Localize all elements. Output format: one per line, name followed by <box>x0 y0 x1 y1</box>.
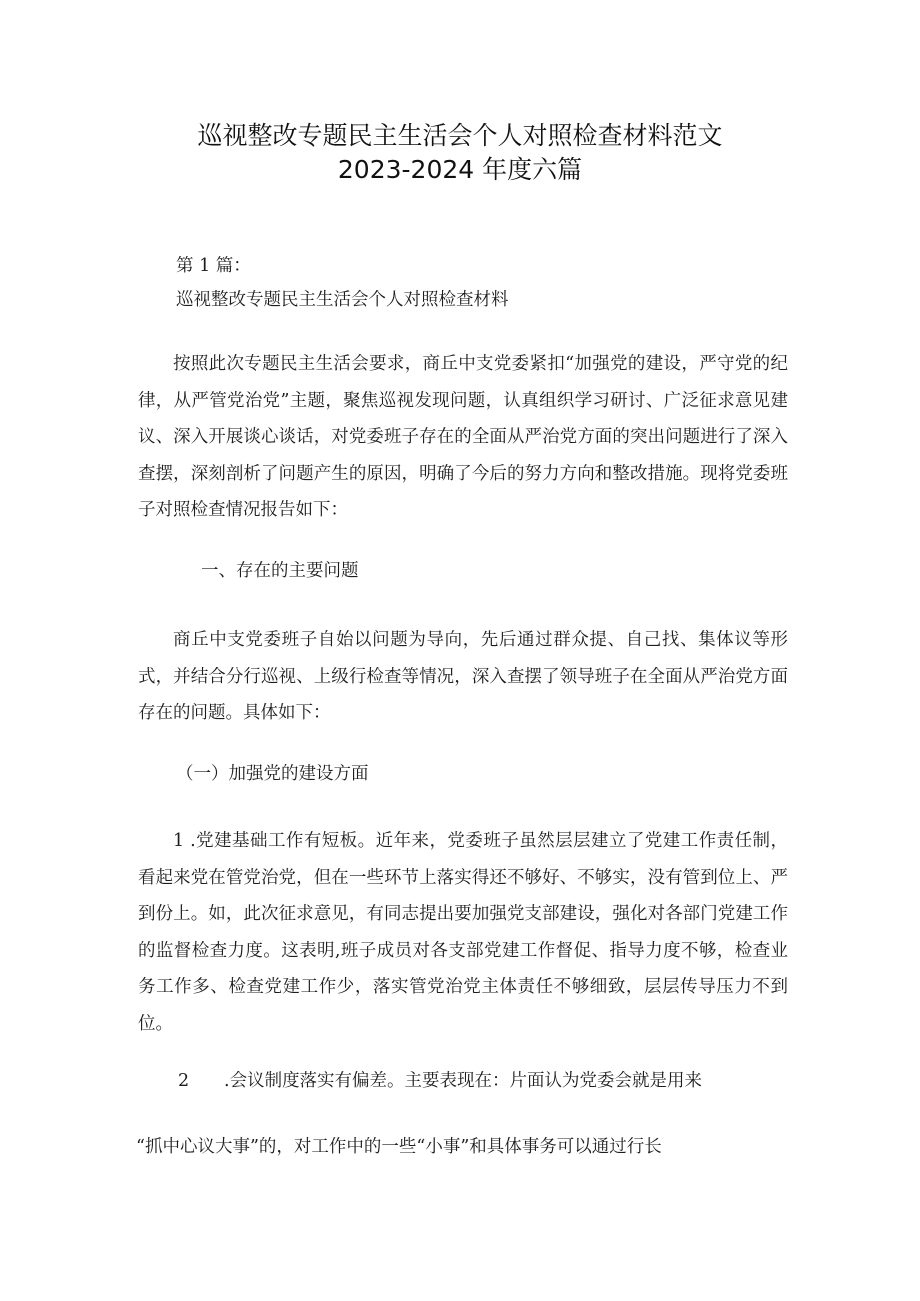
subsection-heading-party-building: （一）加强党的建设方面 <box>176 764 369 784</box>
article-title: 巡视整改专题民主生活会个人对照检查材料 <box>176 290 509 310</box>
item-2-number: 2 <box>178 1071 190 1091</box>
item-2-line1: .会议制度落实有偏差。主要表现在：片面认为党委会就是用来 <box>224 1071 703 1091</box>
intro-paragraph: 按照此次专题民主生活会要求，商丘中支党委紧扣“加强党的建设，严守党的纪律，从严管党治党”主题，聚焦巡视发现问题，认真组织学习研讨、广泛征求意见建议、深入开展谈心谈话，对党委班子存在的全面从严治党方面的突出问题进行了深入查摆，深刻剖析了问题产生的原因，明确了今后的努力方向和整改措施。现将党委班子对照检查情况报告如下： <box>138 354 788 520</box>
item-2-line2: “抓中心议大事”的，对工作中的一些“小事”和具体事务可以通过行长 <box>136 1137 662 1157</box>
item-1-paragraph: 1 .党建基础工作有短板。近年来，党委班子虽然层层建立了党建工作责任制，看起来党在管党治党，但在一些环节上落实得还不够好、不够实，没有管到位上、严到份上。如，此次征求意见，有同志提出要加强党支部建设，强化对各部门党建工作的监督检查力度。这表明,班子成员对各支部党建工作督促、指导力度不够，检查业务工作多、检查党建工作少，落实管党治党主体责任不够细致，层层传导压力不到位。 <box>138 831 788 1034</box>
section-heading-problems: 一、存在的主要问题 <box>201 561 359 581</box>
document-title-line2: 2023-2024 年度六篇 <box>337 155 583 184</box>
document-title-line1: 巡视整改专题民主生活会个人对照检查材料范文 <box>197 121 723 150</box>
section-intro-paragraph: 商丘中支党委班子自始以问题为导向，先后通过群众提、自己找、集体议等形式，并结合分行巡视、上级行检查等情况，深入查摆了领导班子在全面从严治党方面存在的问题。具体如下： <box>138 630 788 723</box>
article-number: 第 1 篇： <box>176 256 251 276</box>
